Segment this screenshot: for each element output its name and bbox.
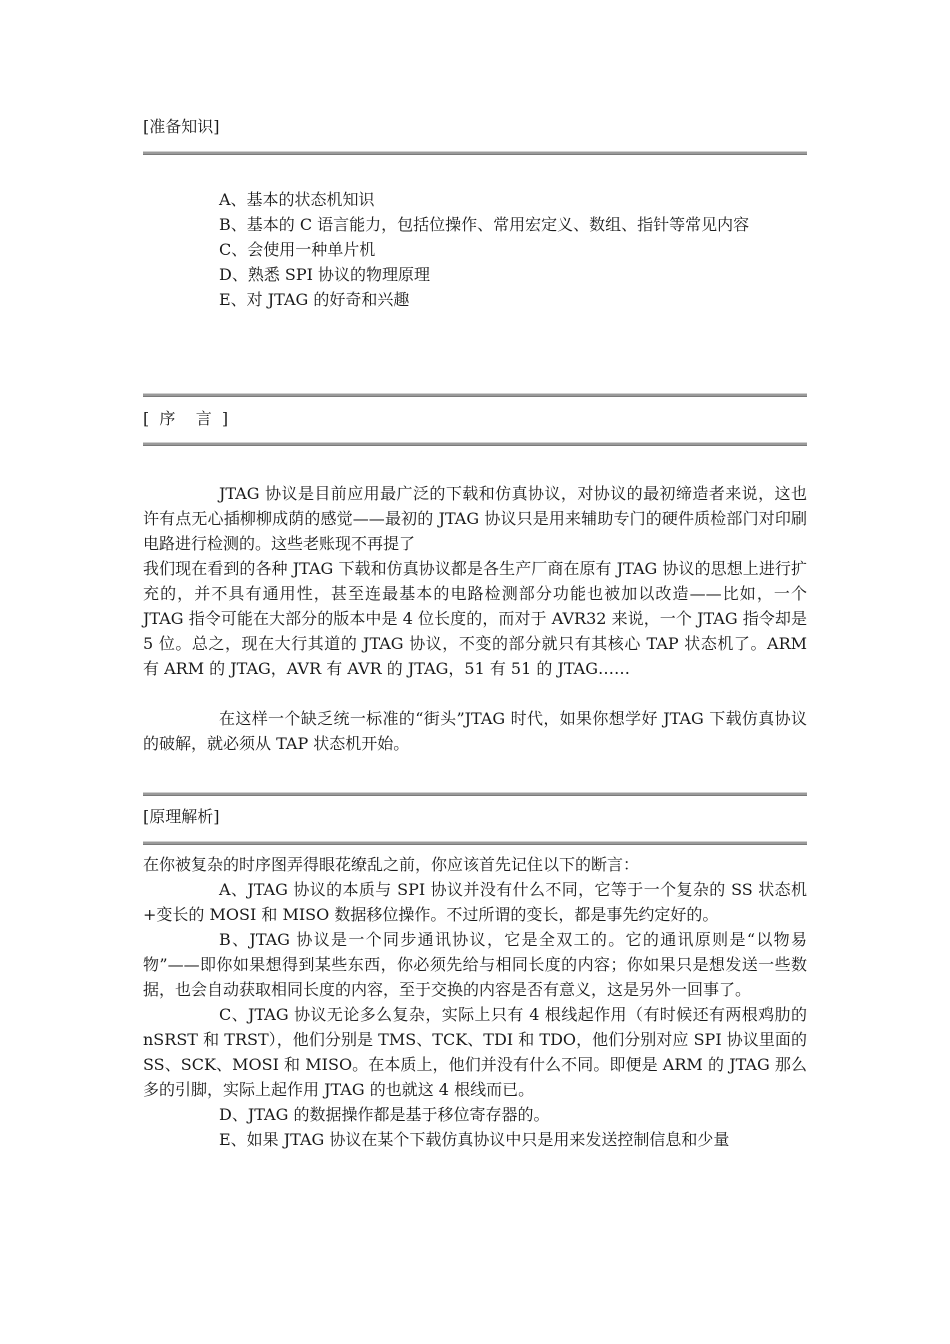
- prep-item-c: C、会使用一种单片机: [219, 240, 376, 259]
- prep-item-d: D、熟悉 SPI 协议的物理原理: [219, 265, 431, 284]
- principle-point-d: D、JTAG 的数据操作都是基于移位寄存器的。: [219, 1105, 550, 1124]
- prep-item-e: E、对 JTAG 的好奇和兴趣: [219, 290, 410, 309]
- principle-point-c: C、JTAG 协议无论多么复杂，实际上只有 4 根线起作用（有时候还有两根鸡肋的 nSRST 和 TRST），他们分别是 TMS、TCK、TDI 和 TDO，他们分别对应 SPI 协议里面的 SS、SCK、MOSI 和 MISO。在本质上，他们并没有什么不同。即便是 ARM 的 JTAG 那么多的引脚，实际上起作用 JTAG 的也就这 4 根线而已。: [143, 1005, 807, 1099]
- section-divider: [143, 841, 807, 845]
- preface-paragraph: 在这样一个缺乏统一标准的“街头”JTAG 时代，如果你想学好 JTAG 下载仿真协议的破解，就必须从 TAP 状态机开始。: [143, 709, 807, 753]
- prep-list: [143, 187, 807, 312]
- preface-body: [143, 481, 807, 756]
- principle-point-e: E、如果 JTAG 协议在某个下载仿真协议中只是用来发送控制信息和少量: [219, 1130, 730, 1149]
- section-divider: [143, 792, 807, 796]
- preface-paragraph: JTAG 协议是目前应用最广泛的下载和仿真协议，对协议的最初缔造者来说，这也许有点无心插柳柳成荫的感觉——最初的 JTAG 协议只是用来辅助专门的硬件质检部门对印刷电路进行检测的。这些老账现不再提了: [143, 484, 807, 553]
- section-heading-preface: [ 序 言 ]: [143, 409, 229, 428]
- prep-item-a: A、基本的状态机知识: [219, 190, 375, 209]
- section-divider: [143, 393, 807, 397]
- principle-intro: 在你被复杂的时序图弄得眼花缭乱之前，你应该首先记住以下的断言：: [143, 855, 640, 874]
- paragraph-gap: [143, 681, 807, 706]
- preface-paragraph: 我们现在看到的各种 JTAG 下载和仿真协议都是各生产厂商在原有 JTAG 协议的思想上进行扩充的，并不具有通用性，甚至连最基本的电路检测部分功能也被加以改造——比如，一个 JTAG 指令可能在大部分的版本中是 4 位长度的，而对于 AVR32 来说，一个 JTAG 指令却是 5 位。总之，现在大行其道的 JTAG 协议，不变的部分就只有其核心 TAP 状态机了。ARM 有 ARM 的 JTAG，AVR 有 AVR 的 JTAG，51 有 51 的 JTAG……: [143, 559, 807, 678]
- principle-point-b: B、JTAG 协议是一个同步通讯协议，它是全双工的。它的通讯原则是“以物易物”——即你如果想得到某些东西，你必须先给与相同长度的内容；你如果只是想发送一些数据，也会自动获取相同长度的内容，至于交换的内容是否有意义，这是另外一回事了。: [143, 930, 807, 999]
- principle-body: [143, 852, 807, 1152]
- section-divider: [143, 151, 807, 155]
- prep-item-b: B、基本的 C 语言能力，包括位操作、常用宏定义、数组、指针等常见内容: [219, 215, 750, 234]
- principle-point-a: A、JTAG 协议的本质与 SPI 协议并没有什么不同，它等于一个复杂的 SS 状态机+变长的 MOSI 和 MISO 数据移位操作。不过所谓的变长，都是事先约定好的。: [143, 880, 807, 924]
- section-heading-prep: [准备知识]: [143, 117, 220, 136]
- section-divider: [143, 442, 807, 446]
- section-heading-principle: [原理解析]: [143, 807, 220, 826]
